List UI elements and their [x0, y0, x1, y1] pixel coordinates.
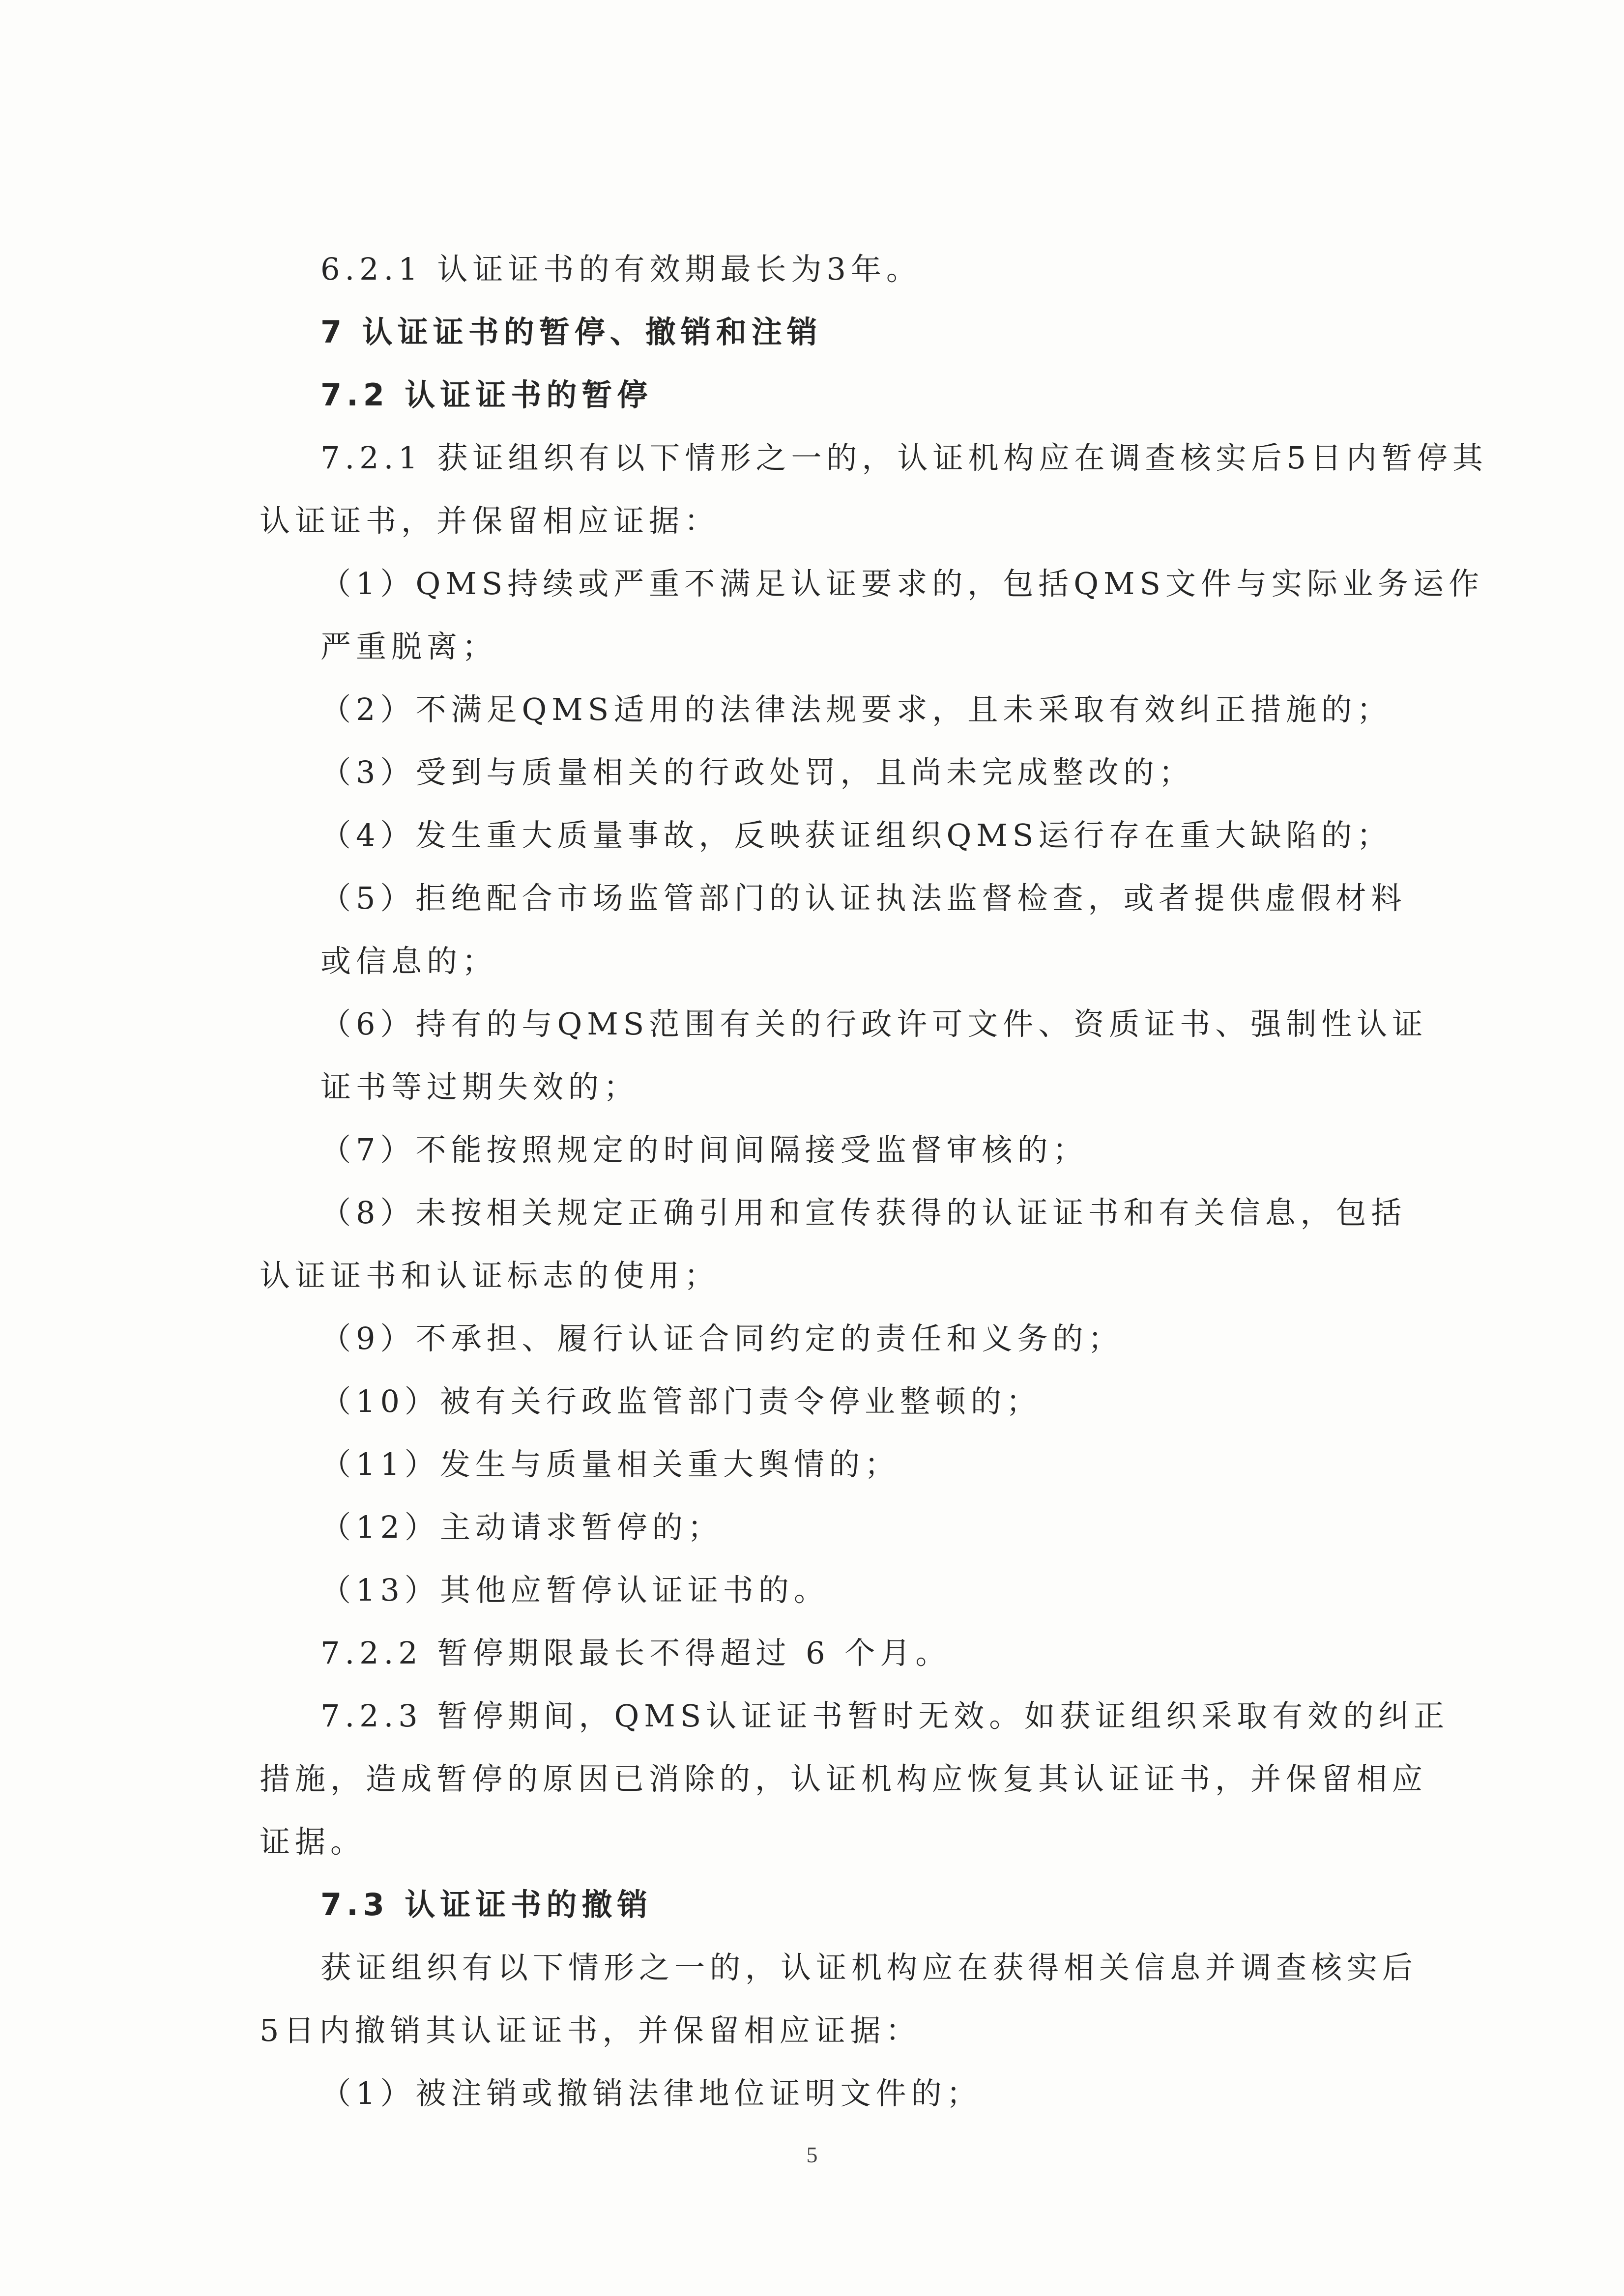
text-line: 证据。 — [260, 1824, 366, 1860]
list-item: （4）发生重大质量事故，反映获证组织QMS运行存在重大缺陷的； — [320, 817, 1392, 853]
list-item: （6）持有的与QMS范围有关的行政许可文件、资质证书、强制性认证 — [320, 1006, 1428, 1042]
list-item: （12）主动请求暂停的； — [320, 1509, 723, 1545]
list-item: （11）发生与质量相关重大舆情的； — [320, 1446, 900, 1482]
list-item: （13）其他应暂停认证证书的。 — [320, 1572, 829, 1608]
list-item: （3）受到与质量相关的行政处罚，且尚未完成整改的； — [320, 754, 1194, 790]
list-item: （9）不承担、履行认证合同约定的责任和义务的； — [320, 1320, 1124, 1356]
list-item: （2）不满足QMS适用的法律法规要求，且未采取有效纠正措施的； — [320, 691, 1392, 727]
text-line: 认证证书和认证标志的使用； — [260, 1258, 720, 1293]
list-item: （10）被有关行政监管部门责令停业整顿的； — [320, 1383, 1042, 1419]
page-number: 5 — [806, 2142, 818, 2167]
list-item: （1）QMS持续或严重不满足认证要求的，包括QMS文件与实际业务运作 — [320, 566, 1484, 602]
text-line: 获证组织有以下情形之一的，认证机构应在获得相关信息并调查核实后 — [320, 1950, 1418, 1985]
text-line: 7.2.3 暂停期间，QMS认证证书暂时无效。如获证组织采取有效的纠正 — [320, 1698, 1450, 1734]
text-line: 或信息的； — [320, 943, 498, 979]
list-item: （8）未按相关规定正确引用和宣传获得的认证证书和有关信息，包括 — [320, 1195, 1407, 1231]
list-item: （5）拒绝配合市场监管部门的认证执法监督检查，或者提供虚假材料 — [320, 880, 1407, 916]
text-line: 6.2.1 认证证书的有效期最长为3年。 — [320, 251, 922, 287]
text-line: 措施，造成暂停的原因已消除的，认证机构应恢复其认证证书，并保留相应 — [260, 1761, 1428, 1797]
text-line: 7.2.1 获证组织有以下情形之一的，认证机构应在调查核实后5日内暂停其 — [320, 440, 1488, 476]
text-line: 认证证书，并保留相应证据： — [260, 503, 720, 539]
text-line: 严重脱离； — [320, 629, 498, 664]
text-line: 证书等过期失效的； — [320, 1069, 639, 1105]
subsection-heading: 7.2 认证证书的暂停 — [320, 377, 653, 413]
text-line: 7.2.2 暂停期限最长不得超过 6 个月。 — [320, 1635, 951, 1671]
list-item: （7）不能按照规定的时间间隔接受监督审核的； — [320, 1132, 1088, 1168]
text-line: 5日内撤销其认证证书，并保留相应证据： — [260, 2012, 921, 2048]
subsection-heading: 7.3 认证证书的撤销 — [320, 1887, 653, 1923]
section-heading: 7 认证证书的暂停、撤销和注销 — [320, 314, 822, 350]
list-item: （1）被注销或撤销法律地位证明文件的； — [320, 2075, 982, 2111]
